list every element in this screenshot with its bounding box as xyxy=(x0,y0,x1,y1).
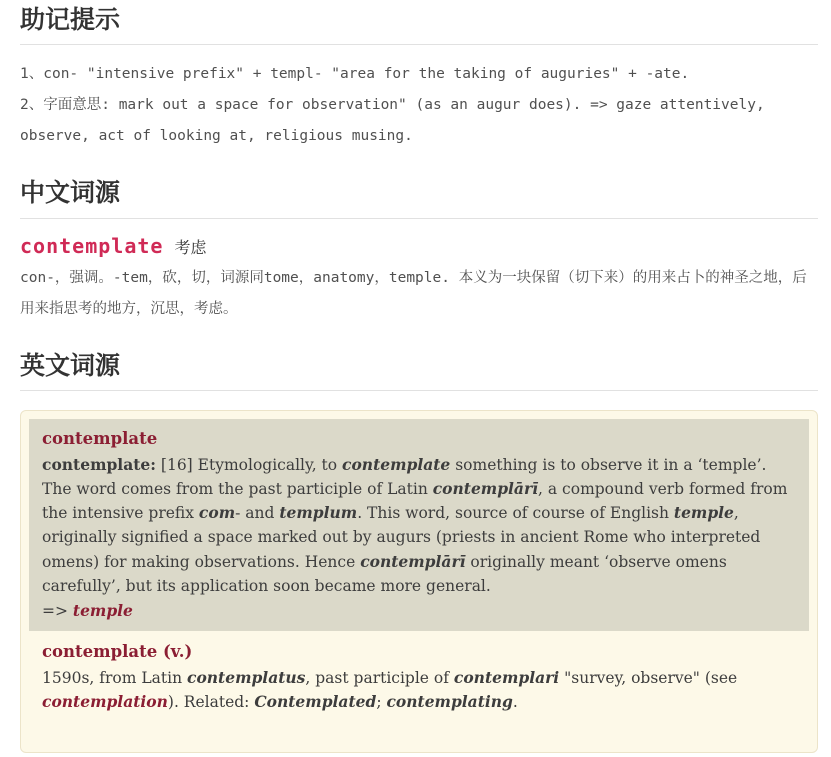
contemplation-link[interactable]: contemplation xyxy=(42,692,168,712)
chinese-etymology-title: 中文词源 xyxy=(20,178,121,208)
section-mnemonic xyxy=(20,4,818,152)
chinese-headword: contemplate xyxy=(20,233,164,258)
etymology-box xyxy=(20,410,818,754)
chinese-etymology-body: con-，强调。-tem，砍，切，词源同tome，anatomy，temple. 本义为一块保留（切下来）的用来占卜的神圣之地，后用来指思考的地方，沉思，考虑。 xyxy=(20,269,807,317)
section-divider xyxy=(20,390,818,391)
chinese-headword-line xyxy=(20,234,818,258)
dictionary-entry xyxy=(29,419,809,631)
dictionary-crossref: => temple xyxy=(42,600,133,620)
etymonline-paragraph: 1590s, from Latin contemplatus, past participle of contemplari "survey, observe" (see contemplation). Related: Contemplated; contemplating. xyxy=(42,667,738,712)
dictionary-paragraph: contemplate: [16] Etymologically, to contemplate something is to observe it in a ‘temple’. The word comes from the past participle of Latin contemplārī, a compound verb formed from the intensive prefix com- and templum. This word, source of course of English temple, originally signified a space marked out by augurs (priests in ancient Rome who interpreted omens) for making observations. Hence contemplārī originally meant ‘observe omens carefully’, but its application soon became more general. xyxy=(42,454,788,595)
etymonline-headword: contemplate (v.) xyxy=(42,641,193,661)
section-divider xyxy=(20,218,818,219)
english-etymology-title: 英文词源 xyxy=(20,350,121,380)
mnemonic-title: 助记提示 xyxy=(20,5,121,34)
dictionary-headword: contemplate xyxy=(42,428,158,448)
section-divider xyxy=(20,44,818,45)
mnemonic-line-2: 2、字面意思: mark out a space for observation" (as an augur does). => gaze attentively, observe, act of looking at, religious musing. xyxy=(20,97,765,145)
section-english-etymology xyxy=(20,350,818,754)
section-chinese-etymology xyxy=(20,177,818,324)
mnemonic-line-1: 1、con- "intensive prefix" + templ- "area for the taking of auguries" + -ate. xyxy=(20,66,690,83)
chinese-gloss: 考虑 xyxy=(174,237,207,257)
etymonline-entry xyxy=(29,631,809,744)
mnemonic-text xyxy=(20,59,818,152)
temple-link[interactable]: temple xyxy=(72,600,133,620)
